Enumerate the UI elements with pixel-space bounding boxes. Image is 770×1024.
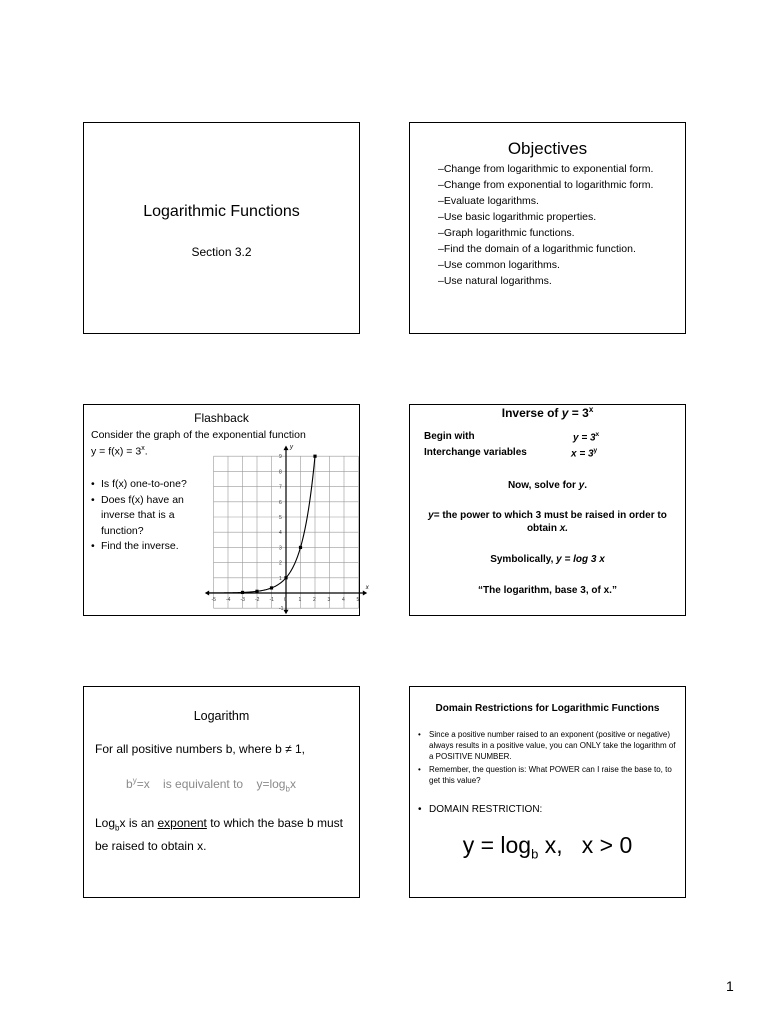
data-point xyxy=(241,591,244,594)
flashback-function xyxy=(91,445,148,458)
y-tick-label: 4 xyxy=(279,530,282,537)
def-text2: to which the base b must be raised to obtain x. xyxy=(95,816,343,854)
y-tick-label: -1 xyxy=(279,606,284,613)
y-tick-label: 9 xyxy=(279,454,282,461)
x-tick-label: -5 xyxy=(211,597,216,603)
slide-title-heading: Logarithmic Functions xyxy=(143,203,300,220)
flashback-questions xyxy=(91,477,201,555)
domain-bullet: • Remember, the question is: What POWER can I raise the base to, to get this value? xyxy=(418,764,676,786)
y-axis-label: y xyxy=(290,444,293,451)
eq-exp: y xyxy=(132,776,137,785)
logarithm-equivalence xyxy=(126,776,296,793)
objective-item: – Find the domain of a logarithmic function. xyxy=(438,241,653,257)
power-statement xyxy=(410,509,685,535)
function-exponent: x xyxy=(141,445,145,452)
solve-suffix: . xyxy=(584,480,588,491)
x-tick-label: -2 xyxy=(255,597,260,603)
power-var: y xyxy=(428,510,434,521)
solve-var: y xyxy=(578,480,585,491)
domain-heading: Domain Restrictions for Logarithmic Functions xyxy=(435,703,660,714)
begin-value xyxy=(573,431,599,443)
x-tick-label: 3 xyxy=(327,597,331,603)
begin-label: Begin with xyxy=(424,431,475,442)
interchange-label: Interchange variables xyxy=(424,447,527,458)
data-point xyxy=(284,576,287,579)
formula-condition: x > 0 xyxy=(581,832,633,858)
x-tick-label: 2 xyxy=(313,597,316,603)
formula-log: y = log xyxy=(462,832,532,858)
data-point xyxy=(313,455,316,458)
eq-base: b xyxy=(126,777,133,791)
solve-prefix: Now, solve for xyxy=(507,480,579,491)
x-axis-label: x xyxy=(365,585,369,591)
question-item: • Find the inverse. xyxy=(91,539,201,555)
eq-log-x: x xyxy=(289,777,296,791)
question-item: • Is f(x) one-to-one? xyxy=(91,477,201,493)
inverse-heading-prefix: Inverse of xyxy=(501,406,562,420)
inverse-heading-mid: = 3 xyxy=(568,406,589,420)
eq-log: y=log xyxy=(256,777,286,791)
symbolic-prefix: Symbolically, xyxy=(490,554,557,565)
slide-objectives xyxy=(409,122,686,334)
power-text: = the power to which 3 must be raised in order to obtain xyxy=(433,510,667,534)
objective-item: – Graph logarithmic functions. xyxy=(438,225,653,241)
slide-inverse xyxy=(409,404,686,616)
logarithm-quote: “The logarithm, base 3, of x.” xyxy=(478,585,617,596)
y-tick-label: 7 xyxy=(279,484,282,491)
x-tick-label: -3 xyxy=(240,597,245,603)
symbolic-statement xyxy=(410,554,685,565)
def-sub: b xyxy=(115,823,120,833)
domain-formula xyxy=(410,832,685,862)
slide-flashback xyxy=(83,404,369,616)
exponential-curve xyxy=(208,456,315,593)
domain-bullets xyxy=(418,729,676,788)
flashback-heading: Flashback xyxy=(194,411,249,425)
objective-item: – Use natural logarithms. xyxy=(438,273,653,289)
objective-item: – Evaluate logarithms. xyxy=(438,193,653,209)
eq-x: =x xyxy=(136,777,150,791)
y-tick-label: 8 xyxy=(279,469,282,476)
power-end: x. xyxy=(559,523,569,534)
slide-domain xyxy=(409,686,686,898)
interchange-value-exp: y xyxy=(593,447,598,454)
domain-bullet: • Since a positive number raised to an exponent (positive or negative) always results in a positive value, you can ONLY take the logarithm of a POSITIVE NUMBER. xyxy=(418,729,676,762)
y-axis-arrow xyxy=(284,446,289,451)
objective-item: – Change from exponential to logarithmic form. xyxy=(438,177,653,193)
x-tick-label: -1 xyxy=(269,597,274,603)
objective-item: – Use common logarithms. xyxy=(438,257,653,273)
x-axis-arrow xyxy=(363,591,367,596)
solve-instruction xyxy=(410,480,685,491)
inverse-heading-exp: x xyxy=(588,405,594,414)
y-tick-label: 5 xyxy=(279,515,282,521)
y-tick-label: 1 xyxy=(279,575,282,582)
objective-item: – Change from logarithmic to exponential form. xyxy=(438,161,653,177)
y-tick-label: 6 xyxy=(279,499,282,506)
function-period: . xyxy=(144,445,148,458)
begin-value-base: y = 3 xyxy=(573,432,596,444)
domain-restriction-label: • DOMAIN RESTRICTION: xyxy=(418,804,542,815)
x-tick-label: 4 xyxy=(342,597,345,603)
function-base: y = f(x) = 3 xyxy=(91,445,142,458)
eq-log-sub: b xyxy=(285,784,290,794)
objectives-heading: Objectives xyxy=(507,139,588,158)
eq-equivalent: is equivalent to xyxy=(163,777,244,791)
data-point xyxy=(270,586,273,589)
def-text1: x is an xyxy=(119,816,158,830)
x-tick-label: 1 xyxy=(298,597,302,603)
exponential-graph xyxy=(192,444,369,614)
def-exponent: exponent xyxy=(157,816,207,830)
inverse-heading xyxy=(410,405,685,420)
data-point xyxy=(255,590,258,593)
objective-item: – Use basic logarithmic properties. xyxy=(438,209,653,225)
logarithm-heading: Logarithm xyxy=(193,709,250,723)
x-tick-label: 0 xyxy=(284,597,287,603)
logarithm-condition: For all positive numbers b, where b ≠ 1, xyxy=(95,742,306,756)
formula-sub: b xyxy=(531,846,539,862)
interchange-value xyxy=(571,447,597,459)
page-number: 1 xyxy=(726,978,734,994)
y-axis-arrow-down xyxy=(284,610,289,615)
x-tick-label: 5 xyxy=(356,597,360,603)
interchange-value-base: x = 3 xyxy=(571,448,594,460)
begin-value-exp: x xyxy=(595,431,600,438)
def-log: Log xyxy=(95,816,116,830)
logarithm-definition xyxy=(95,814,350,856)
x-tick-label: -4 xyxy=(226,597,231,603)
question-item: • Does f(x) have an inverse that is a function? xyxy=(91,493,201,540)
formula-x: x, xyxy=(538,832,563,858)
y-tick-label: 2 xyxy=(279,560,282,567)
y-tick-label: 3 xyxy=(279,545,282,552)
inverse-heading-var: y xyxy=(561,406,569,420)
slide-title-subtitle: Section 3.2 xyxy=(191,245,252,259)
flashback-intro: Consider the graph of the exponential function xyxy=(91,429,306,441)
objectives-list xyxy=(438,161,653,289)
slide-title xyxy=(83,122,360,334)
data-point xyxy=(299,546,302,549)
symbolic-expr: y = log 3 x xyxy=(556,554,605,565)
slide-logarithm xyxy=(83,686,360,898)
